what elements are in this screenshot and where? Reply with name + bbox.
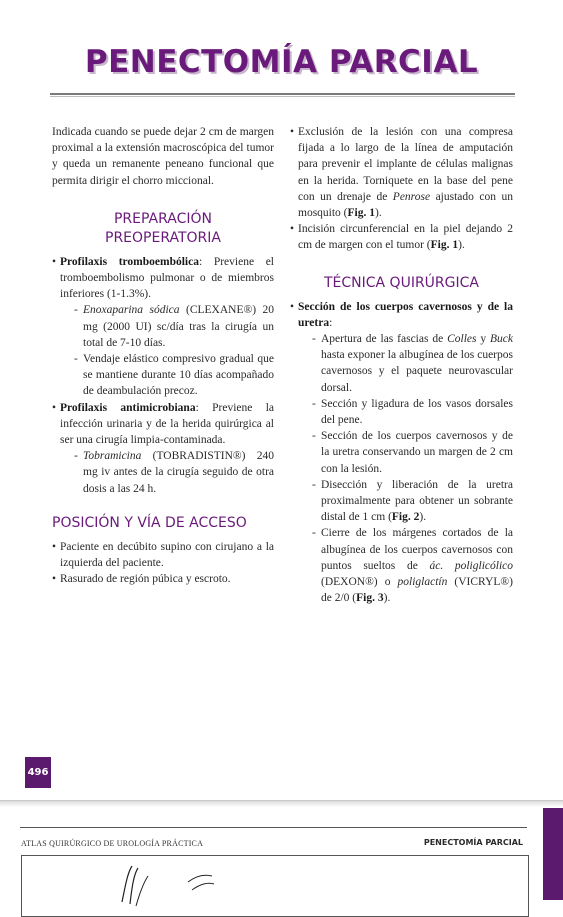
section-heading-line-1: PREPARACIÓN — [113, 210, 213, 227]
section-heading-tecnica: TÉCNICA QUIRÚRGICA — [323, 274, 479, 291]
sub-item-text-3: (VICRYL®) de 2/0 ( — [321, 576, 513, 605]
title-rule-shadow — [50, 96, 515, 97]
section-heading-line-2: PREOPERATORIA — [105, 229, 221, 246]
sub-item-text: Sección y ligadura de los vasos dorsales del pene. — [321, 397, 513, 427]
page-number-badge: 496 — [25, 757, 51, 788]
sub-item-text-3: hasta exponer la albugínea de los cuerpos cavernosos y el paquete neurovascular dorsal. — [321, 349, 513, 394]
dash-mark: - — [312, 478, 316, 491]
running-header-book-title: ATLAS QUIRÚRGICO DE UROLOGÍA PRÁCTICA — [21, 839, 204, 848]
bullet-mark: • — [52, 540, 57, 553]
bullet-mark: • — [52, 573, 57, 586]
bullet-mark: • — [290, 223, 295, 236]
bullet-mark: • — [290, 126, 295, 138]
section-heading-preparacion — [52, 210, 274, 248]
sub-item-text: (TOBRADISTIN®) 240 mg iv antes de la cirugía seguido de otra dosis a las 24 h. — [83, 450, 274, 495]
bullet-rasurado — [52, 571, 274, 587]
running-header-rule — [20, 827, 527, 828]
bullet-profilaxis-tromboembolica — [52, 254, 274, 303]
fascia-name-colles: Colles — [447, 333, 477, 346]
dash-mark: - — [312, 430, 316, 443]
drain-name: Penrose — [392, 190, 431, 203]
left-column — [52, 124, 274, 587]
bullet-end: ). — [458, 239, 465, 252]
sub-item-apertura — [312, 331, 513, 396]
page-title: PENECTOMÍA PARCIAL — [84, 44, 479, 80]
dash-mark: - — [312, 333, 316, 346]
bullet-end: ). — [375, 207, 382, 220]
figure-reference: Fig. 2 — [391, 511, 420, 524]
suture-name-1: ác. poliglicólico — [429, 559, 513, 572]
section-heading-posicion: POSICIÓN Y VÍA DE ACCESO — [52, 514, 247, 531]
sub-item-end: ). — [419, 511, 427, 524]
dash-mark: - — [312, 397, 316, 410]
bullet-text: Paciente en decúbito supino con cirujano a la izquierda del paciente. — [60, 540, 274, 570]
sub-item-text: Sección de los cuerpos cavernosos y de la uretra conservando un margen de 2 cm con la lesión. — [321, 430, 513, 475]
dash-mark: - — [312, 527, 316, 540]
sub-item-text-2: (DEXON®) o — [321, 576, 398, 589]
bullet-text: Rasurado de región púbica y escroto. — [60, 573, 231, 586]
sub-item-end: ). — [383, 592, 391, 605]
sub-item-text-2: y — [476, 333, 491, 346]
bullet-bold-label: Sección de los cuerpos cavernosos y de la uretra — [298, 300, 513, 329]
bullet-seccion — [290, 299, 513, 331]
sub-item-cierre — [312, 525, 513, 606]
figure-reference: Fig. 1 — [430, 239, 459, 252]
figure-reference: Fig. 1 — [347, 207, 375, 220]
sub-item-text: Apertura de las fascias de — [321, 333, 448, 346]
dash-mark: - — [74, 450, 78, 463]
figure-frame — [21, 855, 529, 917]
sub-item-ligadura — [312, 396, 513, 428]
running-header-chapter: PENECTOMÍA PARCIAL — [423, 838, 523, 847]
bullet-text: : Previene la infección urinaria y de la herida quirúrgica al ser una cirugía limpia-contaminada. — [60, 401, 274, 447]
suture-name-2: poliglactín — [397, 576, 448, 589]
bullet-mark: • — [52, 255, 57, 268]
sub-item-text: Vendaje elástico compresivo gradual que se mantiene durante 10 días acompañado de deambulación precoz. — [83, 353, 274, 398]
sub-item-text: Disección y liberación de la uretra proximalmente para obtener un sobrante distal de 1 cm ( — [321, 478, 513, 524]
bullet-text: : Previene el tromboembolismo pulmonar o de miembros inferiores (1-1.3%). — [60, 255, 274, 301]
sub-item-vendaje — [74, 351, 274, 400]
side-accent-bar — [543, 808, 563, 900]
sub-item-text: Cierre de los márgenes cortados de la albugínea de los cuerpos cavernosos con puntos sueltos de — [321, 527, 513, 572]
bullet-text: Incisión circunferencial en la piel dejando 2 cm de margen con el tumor ( — [298, 223, 513, 252]
bullet-text-2: ajustado con un mosquito ( — [298, 190, 513, 220]
sub-item-diseccion — [312, 477, 513, 526]
sub-item-text: (CLEXANE®) 20 mg (2000 UI) sc/día tras la cirugía un total de 7-10 días. — [83, 304, 274, 349]
figure-reference: Fig. 3 — [356, 592, 384, 605]
drug-name: Enoxaparina sódica — [83, 304, 180, 317]
dash-mark: - — [74, 353, 78, 366]
fascia-name-buck: Buck — [490, 333, 513, 346]
figure-sketch — [92, 862, 292, 912]
sub-item-enoxaparina — [74, 302, 274, 351]
bullet-profilaxis-antimicrobiana — [52, 400, 274, 449]
sub-item-tobramicina — [74, 448, 274, 497]
bullet-bold-label: Profilaxis antimicrobiana — [60, 401, 196, 414]
dash-mark: - — [74, 304, 78, 317]
bullet-exclusion — [290, 124, 513, 221]
bullet-incision — [290, 221, 513, 253]
page-shadow — [0, 801, 563, 807]
bullet-colon: : — [329, 316, 333, 329]
drug-name: Tobramicina — [83, 450, 142, 463]
sub-item-seccion-cuerpos — [312, 428, 513, 477]
bullet-text: Exclusión de la lesión con una compresa fijada a lo largo de la línea de amputación para prevenir el implante de células malignas en la herida. Torniquete en la base del pene con un drenaje de — [298, 126, 513, 203]
bullet-bold-label: Profilaxis tromboembólica — [60, 255, 199, 268]
title-rule — [50, 93, 515, 95]
bullet-mark: • — [52, 401, 57, 414]
bullet-mark: • — [290, 300, 295, 313]
right-column — [290, 124, 513, 606]
intro-paragraph: Indicada cuando se puede dejar 2 cm de margen proximal a la extensión macroscópica del tumor y queda un remanente peneano funcional que permita dirigir el chorro miccional. — [52, 126, 274, 187]
bullet-paciente — [52, 539, 274, 571]
